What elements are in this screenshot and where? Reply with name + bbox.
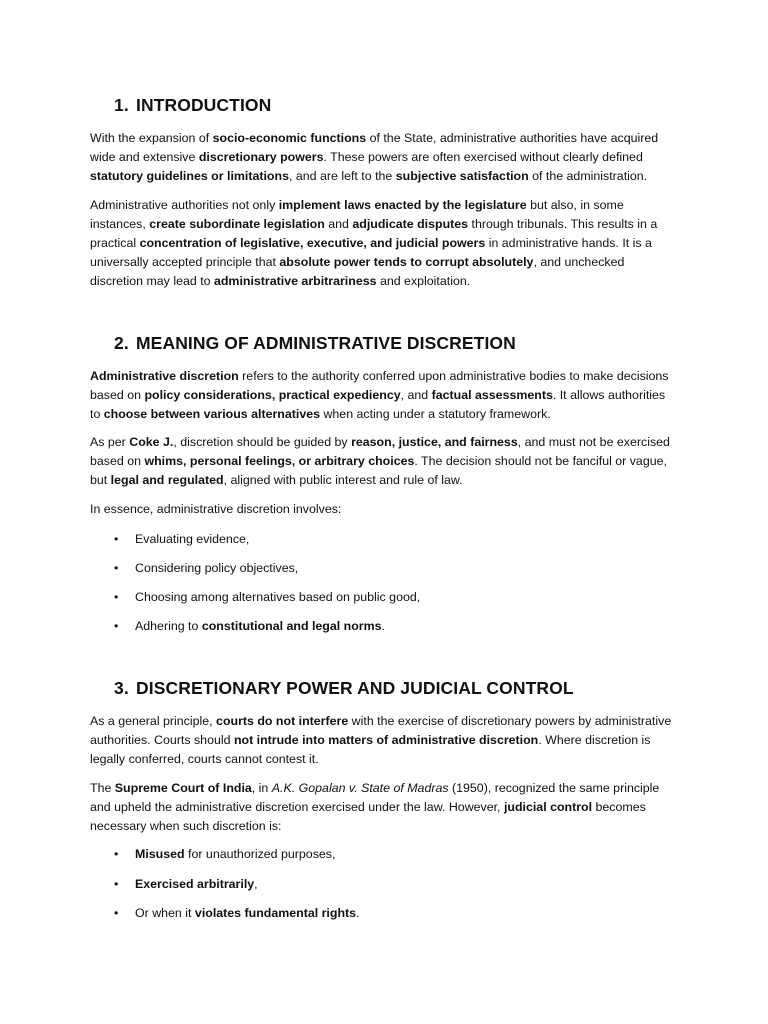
- text-run: , aligned with public interest and rule of law.: [223, 473, 463, 487]
- bullet-icon: •: [114, 877, 119, 891]
- text-run: Administrative authorities not only: [90, 198, 279, 212]
- list-item: [114, 904, 674, 923]
- text-run: and: [324, 217, 353, 231]
- list-item-text: [135, 877, 258, 891]
- bold-run: whims, personal feelings, or arbitrary choices: [144, 454, 415, 468]
- paragraph: [90, 779, 678, 836]
- text-run: through tribunals. This results in a practical: [90, 217, 658, 250]
- bold-run: Misused: [135, 847, 185, 861]
- paragraph: [90, 196, 678, 291]
- bullet-icon: •: [114, 590, 119, 604]
- text-run: of the State, administrative authorities have acquired wide and extensive: [90, 131, 659, 164]
- text-run: Or when it: [135, 906, 195, 920]
- bold-run: statutory guidelines or limitations: [90, 169, 289, 183]
- text-run: for unauthorized purposes,: [184, 847, 336, 861]
- paragraph: [90, 367, 678, 424]
- section-heading-introduction: [114, 95, 271, 116]
- bold-run: discretionary powers: [198, 150, 324, 164]
- bold-run: socio-economic functions: [212, 131, 367, 145]
- section-number: 2.: [114, 333, 129, 353]
- list-item-text: [135, 590, 420, 604]
- text-run: . These powers are often exercised without clearly defined: [323, 150, 643, 164]
- bold-run: Administrative discretion: [90, 369, 239, 383]
- italic-run: A.K. Gopalan v. State of Madras: [271, 781, 449, 795]
- bold-run: violates fundamental rights: [194, 906, 357, 920]
- list-item-text: [135, 847, 335, 861]
- bold-run: choose between various alternatives: [103, 407, 321, 421]
- paragraph: [90, 500, 678, 519]
- bold-run: create subordinate legislation: [149, 217, 325, 231]
- text-run: (1950), recognized the same principle and upheld the administrative discretion exercised under the law. However,: [90, 781, 660, 814]
- list-item: [114, 845, 674, 864]
- bold-run: not intrude into matters of administrative discretion: [233, 733, 539, 747]
- list-item: [114, 875, 674, 894]
- list-item: [114, 588, 674, 607]
- bullet-icon: •: [114, 619, 119, 633]
- bold-run: concentration of legislative, executive, and judicial powers: [139, 236, 486, 250]
- text-run: becomes necessary when such discretion is:: [90, 800, 646, 833]
- text-run: when acting under a statutory framework.: [320, 407, 551, 421]
- list-item: [114, 530, 674, 549]
- bold-run: factual assessments: [431, 388, 553, 402]
- text-run: As a general principle,: [90, 714, 217, 728]
- bold-run: subjective satisfaction: [395, 169, 529, 183]
- text-run: Adhering to: [135, 619, 202, 633]
- text-run: , and are left to the: [288, 169, 396, 183]
- text-run: refers to the authority conferred upon administrative bodies to make decisions based on: [90, 369, 669, 402]
- text-run: As per: [90, 435, 130, 449]
- list-item-text: [135, 561, 298, 575]
- bold-run: Coke J.: [129, 435, 174, 449]
- bullet-icon: •: [114, 532, 119, 546]
- text-run: Choosing among alternatives based on public good,: [135, 590, 421, 604]
- text-run: With the expansion of: [90, 131, 213, 145]
- section-number: 3.: [114, 678, 129, 698]
- section-number: 1.: [114, 95, 129, 115]
- bold-run: implement laws enacted by the legislature: [278, 198, 527, 212]
- text-run: . Where discretion is legally conferred, courts cannot contest it.: [90, 733, 651, 766]
- paragraph: [90, 129, 678, 186]
- list-item: [114, 617, 674, 636]
- bold-run: legal and regulated: [110, 473, 224, 487]
- list-item-text: [135, 532, 249, 546]
- bold-run: adjudicate disputes: [352, 217, 469, 231]
- list-item-text: [135, 619, 385, 633]
- text-run: , and must not be exercised based on: [90, 435, 670, 468]
- text-run: Evaluating evidence,: [135, 532, 250, 546]
- bold-run: constitutional and legal norms: [201, 619, 382, 633]
- bold-run: Exercised arbitrarily: [135, 877, 255, 891]
- text-run: .: [381, 619, 385, 633]
- section-heading-meaning: [114, 333, 516, 354]
- text-run: Considering policy objectives,: [135, 561, 299, 575]
- section-title: MEANING OF ADMINISTRATIVE DISCRETION: [136, 333, 516, 353]
- bold-run: policy considerations, practical expediency: [144, 388, 401, 402]
- bold-run: judicial control: [503, 800, 593, 814]
- section-title: INTRODUCTION: [136, 95, 272, 115]
- bullet-icon: •: [114, 847, 119, 861]
- bold-run: reason, justice, and fairness: [351, 435, 518, 449]
- text-run: and exploitation.: [376, 274, 471, 288]
- bold-run: absolute power tends to corrupt absolutely: [279, 255, 534, 269]
- text-run: , in: [251, 781, 272, 795]
- bullet-icon: •: [114, 561, 119, 575]
- bold-run: administrative arbitrariness: [213, 274, 377, 288]
- text-run: In essence, administrative discretion involves:: [90, 502, 342, 516]
- text-run: .: [356, 906, 360, 920]
- bullet-icon: •: [114, 906, 119, 920]
- section-title: DISCRETIONARY POWER AND JUDICIAL CONTROL: [136, 678, 574, 698]
- text-run: of the administration.: [528, 169, 648, 183]
- text-run: The: [90, 781, 115, 795]
- text-run: . It allows authorities to: [90, 388, 666, 421]
- section-heading-judicial-control: [114, 678, 574, 699]
- text-run: with the exercise of discretionary powers by administrative authorities. Courts should: [90, 714, 672, 747]
- paragraph: [90, 712, 678, 769]
- paragraph: [90, 433, 678, 490]
- bold-run: courts do not interfere: [216, 714, 349, 728]
- list-item: [114, 559, 674, 578]
- text-run: ,: [254, 877, 258, 891]
- bold-run: Supreme Court of India: [114, 781, 252, 795]
- list-item-text: [135, 906, 359, 920]
- text-run: but also, in some instances,: [90, 198, 624, 231]
- text-run: , and unchecked discretion may lead to: [90, 255, 625, 288]
- text-run: , and: [400, 388, 432, 402]
- text-run: , discretion should be guided by: [173, 435, 352, 449]
- text-run: . The decision should not be fanciful or vague, but: [90, 454, 667, 487]
- text-run: in administrative hands. It is a universally accepted principle that: [90, 236, 652, 269]
